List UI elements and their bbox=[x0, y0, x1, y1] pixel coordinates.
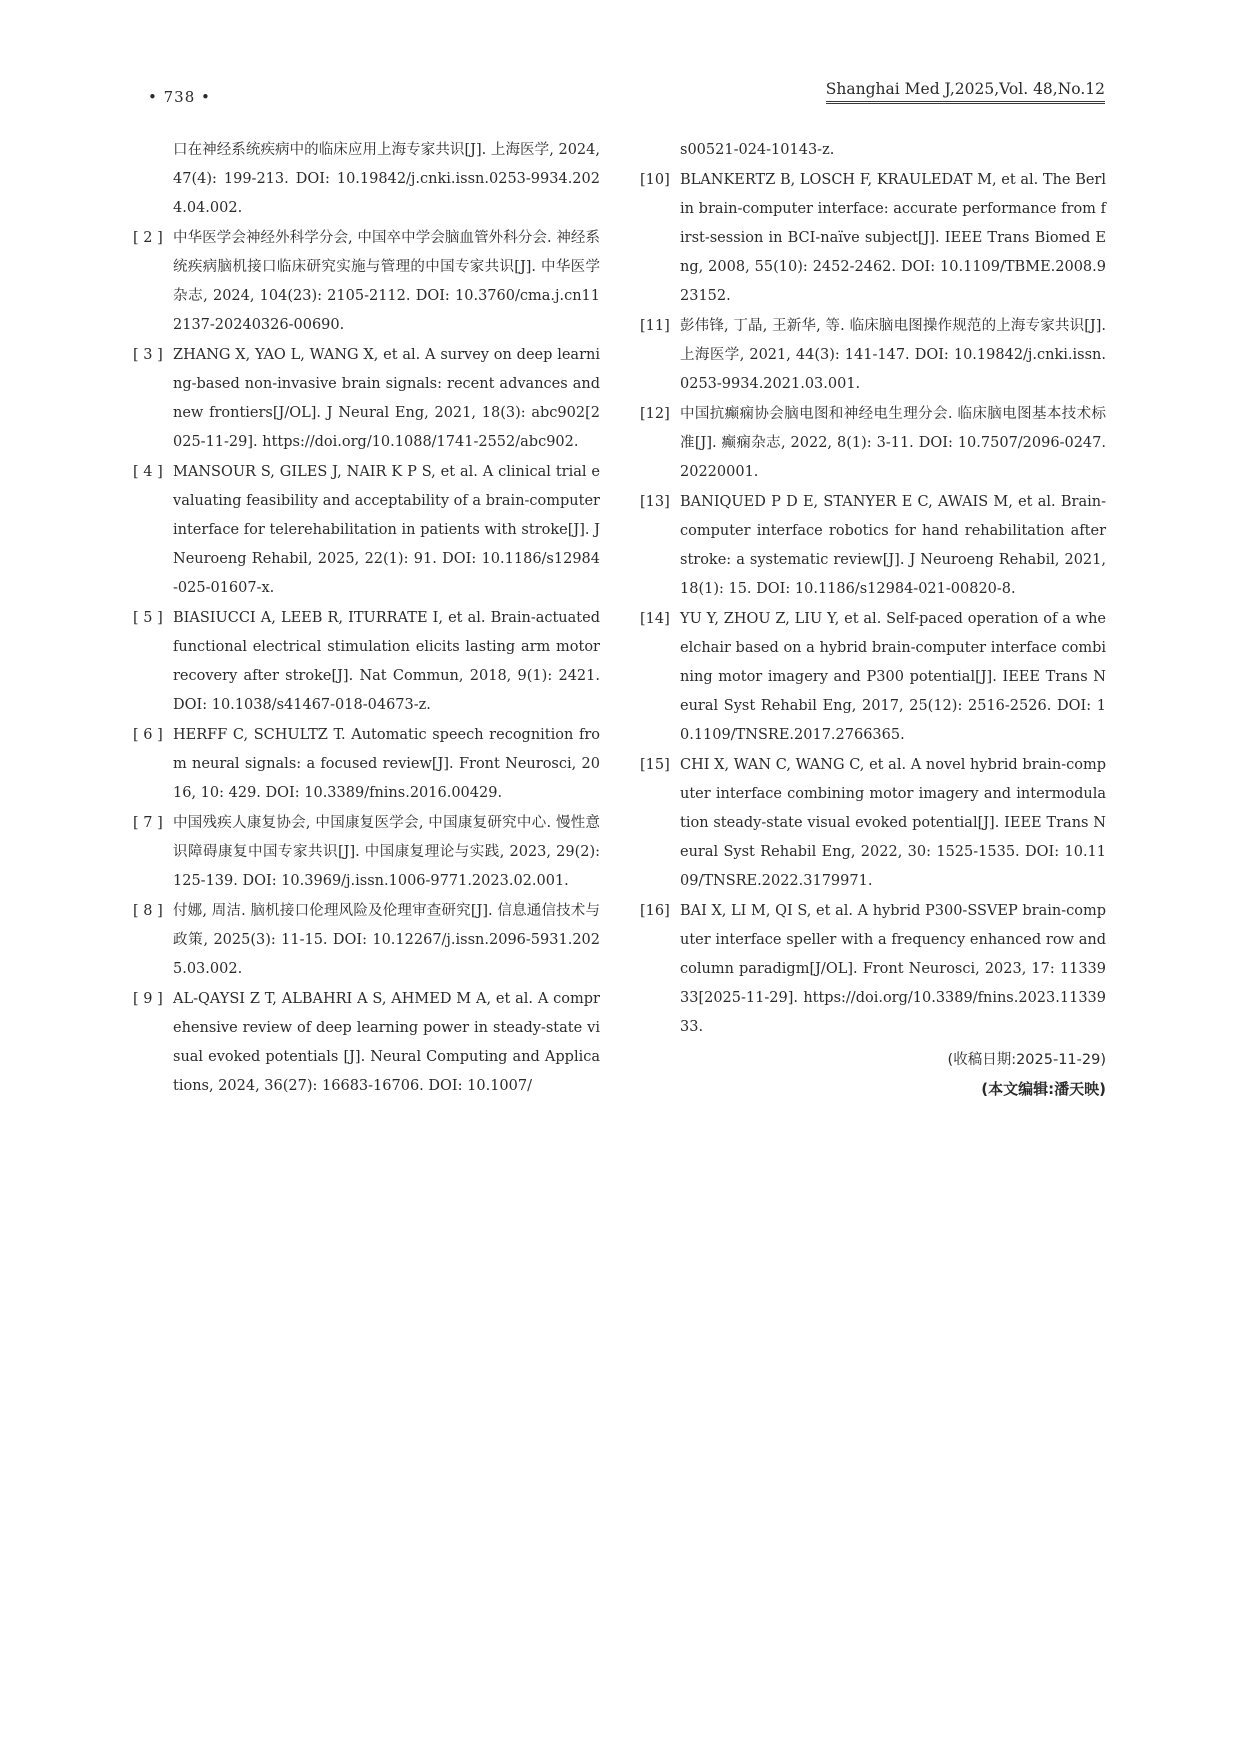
reference-continuation bbox=[133, 136, 600, 223]
reference-number: [ 5 ] bbox=[133, 610, 163, 626]
reference-text: AL-QAYSI Z T, ALBAHRI A S, AHMED M A, et al. A comprehensive review of deep learning power in steady-state visual evoked potentials [J]. Neural Computing and Applications, 2024, 36(27): 16683-16706. DOI: 10.1007/ bbox=[173, 991, 600, 1094]
reference-number: [ 9 ] bbox=[133, 991, 163, 1007]
reference-10 bbox=[640, 166, 1106, 311]
reference-7 bbox=[133, 809, 600, 896]
reference-number: [ 8 ] bbox=[133, 903, 163, 919]
reference-14 bbox=[640, 605, 1106, 750]
reference-5 bbox=[133, 604, 600, 720]
reference-text: YU Y, ZHOU Z, LIU Y, et al. Self-paced operation of a wheelchair based on a hybrid brain-computer interface combining motor imagery and P300 potential[J]. IEEE Trans Neural Syst Rehabil Eng, 2017, 25(12): 2516-2526. DOI: 10.1109/TNSRE.2017.2766365. bbox=[680, 611, 1106, 743]
reference-text: CHI X, WAN C, WANG C, et al. A novel hybrid brain-computer interface combining motor imagery and intermodulation steady-state visual evoked potential[J]. IEEE Trans Neural Syst Rehabil Eng, 2022, 30: 1525-1535. DOI: 10.1109/TNSRE.2022.3179971. bbox=[680, 757, 1106, 889]
reference-3 bbox=[133, 341, 600, 457]
reference-text: 彭伟锋, 丁晶, 王新华, 等. 临床脑电图操作规范的上海专家共识[J]. 上海医学, 2021, 44(3): 141-147. DOI: 10.19842/j.cnki.issn.0253-9934.2021.03.001. bbox=[680, 318, 1106, 392]
reference-text: s00521-024-10143-z. bbox=[680, 142, 835, 158]
reference-6 bbox=[133, 721, 600, 808]
reference-text: ZHANG X, YAO L, WANG X, et al. A survey on deep learning-based non-invasive brain signals: recent advances and new frontiers[J/OL]. J Neural Eng, 2021, 18(3): abc902[2025-11-29]. https://doi.org/10.1088/1741-2552/abc902. bbox=[173, 347, 600, 450]
reference-13 bbox=[640, 488, 1106, 604]
reference-12 bbox=[640, 400, 1106, 487]
reference-number: [13] bbox=[640, 494, 670, 510]
reference-9 bbox=[133, 985, 600, 1101]
reference-number: [10] bbox=[640, 172, 670, 188]
reference-text: BANIQUED P D E, STANYER E C, AWAIS M, et al. Brain-computer interface robotics for hand rehabilitation after stroke: a systematic review[J]. J Neuroeng Rehabil, 2021, 18(1): 15. DOI: 10.1186/s12984-021-00820-8. bbox=[680, 494, 1106, 597]
reference-11 bbox=[640, 312, 1106, 399]
reference-text: BAI X, LI M, QI S, et al. A hybrid P300-SSVEP brain-computer interface speller with a frequency enhanced row and column paradigm[J/OL]. Front Neurosci, 2023, 17: 1133933[2025-11-29]. https://doi.org/10.3389/fnins.2023.1133933. bbox=[680, 903, 1106, 1035]
reference-text: 付娜, 周洁. 脑机接口伦理风险及伦理审查研究[J]. 信息通信技术与政策, 2025(3): 11-15. DOI: 10.12267/j.issn.2096-5931.2025.03.002. bbox=[173, 903, 600, 977]
reference-text: 中国残疾人康复协会, 中国康复医学会, 中国康复研究中心. 慢性意识障碍康复中国专家共识[J]. 中国康复理论与实践, 2023, 29(2): 125-139. DOI: 10.3969/j.issn.1006-9771.2023.02.001. bbox=[173, 815, 600, 889]
reference-text: BLANKERTZ B, LOSCH F, KRAULEDAT M, et al. The Berlin brain-computer interface: accurate performance from first-session in BCI-naïve subject[J]. IEEE Trans Biomed Eng, 2008, 55(10): 2452-2462. DOI: 10.1109/TBME.2008.923152. bbox=[680, 172, 1106, 304]
reference-number: [14] bbox=[640, 611, 670, 627]
reference-16 bbox=[640, 897, 1106, 1042]
reference-number: [15] bbox=[640, 757, 670, 773]
journal-header: Shanghai Med J,2025,Vol. 48,No.12 bbox=[826, 80, 1105, 104]
reference-text: BIASIUCCI A, LEEB R, ITURRATE I, et al. Brain-actuated functional electrical stimulation elicits lasting arm motor recovery after stroke[J]. Nat Commun, 2018, 9(1): 2421. DOI: 10.1038/s41467-018-04673-z. bbox=[173, 610, 600, 713]
reference-15 bbox=[640, 751, 1106, 896]
reference-number: [11] bbox=[640, 318, 670, 334]
reference-number: [12] bbox=[640, 406, 670, 422]
reference-number: [ 2 ] bbox=[133, 230, 163, 246]
reference-number: [16] bbox=[640, 903, 670, 919]
reference-text: 口在神经系统疾病中的临床应用上海专家共识[J]. 上海医学, 2024, 47(4): 199-213. DOI: 10.19842/j.cnki.issn.0253-9934.2024.04.002. bbox=[173, 142, 600, 216]
right-column bbox=[640, 136, 1106, 1104]
reference-number: [ 6 ] bbox=[133, 727, 163, 743]
reference-text: 中国抗癫痫协会脑电图和神经电生理分会. 临床脑电图基本技术标准[J]. 癫痫杂志, 2022, 8(1): 3-11. DOI: 10.7507/2096-0247.20220001. bbox=[680, 406, 1106, 480]
editor-credit: (本文编辑:潘天映) bbox=[981, 1080, 1106, 1098]
reference-text: MANSOUR S, GILES J, NAIR K P S, et al. A clinical trial evaluating feasibility and acceptability of a brain-computer interface for telerehabilitation in patients with stroke[J]. J Neuroeng Rehabil, 2025, 22(1): 91. DOI: 10.1186/s12984-025-01607-x. bbox=[173, 464, 600, 596]
reference-2 bbox=[133, 224, 600, 340]
received-date: (收稿日期:2025-11-29) bbox=[947, 1052, 1106, 1068]
reference-number: [ 4 ] bbox=[133, 464, 163, 480]
reference-4 bbox=[133, 458, 600, 603]
reference-number: [ 3 ] bbox=[133, 347, 163, 363]
reference-number: [ 7 ] bbox=[133, 815, 163, 831]
page-number: • 738 • bbox=[148, 88, 211, 106]
left-column bbox=[133, 136, 600, 1102]
reference-8 bbox=[133, 897, 600, 984]
reference-text: HERFF C, SCHULTZ T. Automatic speech recognition from neural signals: a focused review[J]. Front Neurosci, 2016, 10: 429. DOI: 10.3389/fnins.2016.00429. bbox=[173, 727, 600, 801]
reference-text: 中华医学会神经外科学分会, 中国卒中学会脑血管外科分会. 神经系统疾病脑机接口临床研究实施与管理的中国专家共识[J]. 中华医学杂志, 2024, 104(23): 2105-2112. DOI: 10.3760/cma.j.cn112137-20240326-00690. bbox=[173, 230, 600, 333]
reference-continuation bbox=[640, 136, 1106, 165]
